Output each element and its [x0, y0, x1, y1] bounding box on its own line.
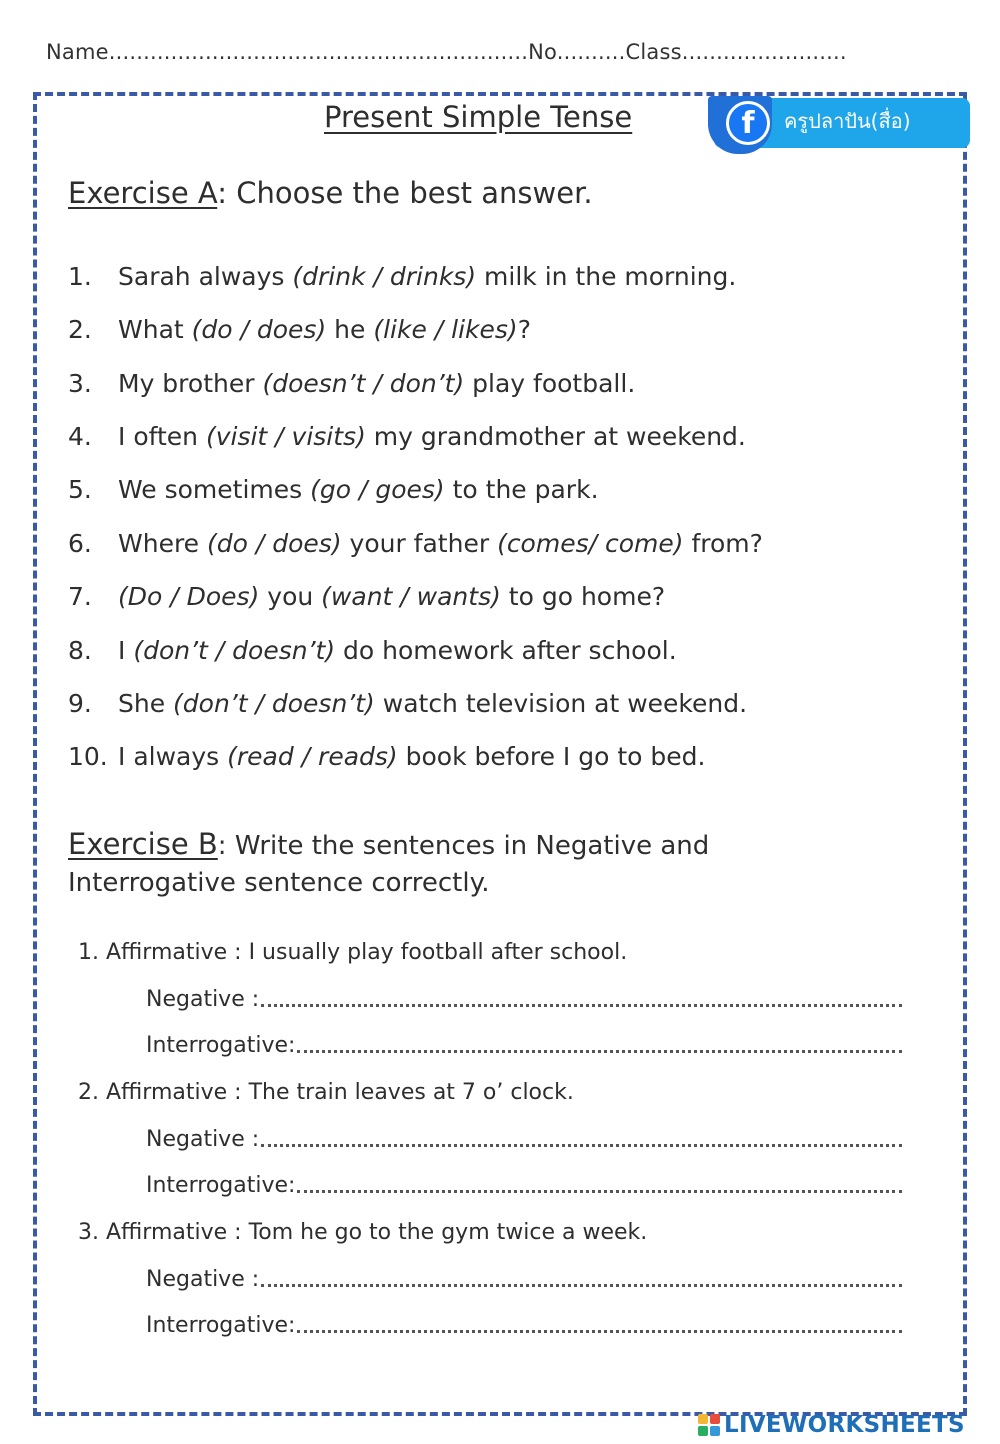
question-text: book before I go to bed. — [397, 742, 706, 771]
question-text: I — [118, 636, 134, 665]
exercise-b-heading — [68, 826, 828, 902]
answer-choices: (do / does) — [191, 315, 327, 344]
question-text: you — [259, 582, 322, 611]
answer-choices: (doesn’t / don’t) — [262, 369, 465, 398]
question-text: Where — [118, 529, 208, 558]
question-text: ? — [517, 315, 531, 344]
interrogative-label: Interrogative: — [146, 1313, 296, 1338]
interrogative-answer-line-1[interactable] — [146, 1033, 902, 1058]
answer-dotted-line[interactable] — [261, 1267, 902, 1287]
question-text: We sometimes — [118, 475, 311, 504]
answer-choices: (do / does) — [207, 529, 342, 558]
facebook-icon: f — [726, 101, 770, 145]
negative-label: Negative : — [146, 1127, 260, 1152]
exercise-a-instruction: : Choose the best answer. — [217, 176, 593, 210]
logo-square — [710, 1414, 720, 1424]
question-text: he — [326, 315, 374, 344]
liveworksheets-text: LIVEWORKSHEETS — [724, 1412, 965, 1438]
answer-choices: (Do / Does) — [118, 582, 260, 611]
logo-square — [698, 1426, 708, 1436]
answer-choices: (drink / drinks) — [292, 262, 477, 291]
question-2 — [68, 315, 531, 344]
interrogative-label: Interrogative: — [146, 1033, 296, 1058]
answer-choices: (like / likes) — [373, 315, 518, 344]
negative-answer-line-1[interactable] — [146, 987, 902, 1012]
question-text: What — [118, 315, 192, 344]
name-no-class-line: Name.............................................................No..........Class........................ — [46, 40, 847, 64]
exercise-a-heading — [68, 176, 593, 210]
logo-square — [710, 1426, 720, 1436]
answer-choices: (don’t / doesn’t) — [133, 636, 336, 665]
question-8 — [68, 636, 677, 665]
logo-square — [698, 1414, 708, 1424]
answer-dotted-line[interactable] — [261, 987, 902, 1007]
question-1 — [68, 262, 736, 291]
question-text: Sarah always — [118, 262, 293, 291]
question-text: to the park. — [444, 475, 599, 504]
exercise-b-instruction: : Write the sentences in Negative and Interrogative sentence correctly. — [68, 831, 710, 898]
answer-dotted-line[interactable] — [297, 1313, 902, 1333]
negative-label: Negative : — [146, 1267, 260, 1292]
interrogative-answer-line-2[interactable] — [146, 1173, 902, 1198]
question-text: play football. — [464, 369, 636, 398]
question-number: 8. — [68, 636, 92, 665]
answer-dotted-line[interactable] — [297, 1033, 902, 1053]
exercise-b-label: Exercise B — [68, 827, 218, 861]
worksheet-title: Present Simple Tense — [324, 100, 633, 134]
interrogative-label: Interrogative: — [146, 1173, 296, 1198]
negative-label: Negative : — [146, 987, 260, 1012]
answer-choices: (want / wants) — [321, 582, 501, 611]
answer-dotted-line[interactable] — [297, 1173, 902, 1193]
question-text: My brother — [118, 369, 263, 398]
question-number: 7. — [68, 582, 92, 611]
question-number: 2. — [68, 315, 92, 344]
liveworksheets-watermark — [698, 1410, 965, 1440]
exercise-a-label: Exercise A — [68, 176, 218, 210]
question-number: 6. — [68, 529, 92, 558]
negative-answer-line-3[interactable] — [146, 1267, 902, 1292]
question-number: 3. — [68, 369, 92, 398]
answer-dotted-line[interactable] — [261, 1127, 902, 1147]
question-text: your father — [341, 529, 498, 558]
negative-answer-line-2[interactable] — [146, 1127, 902, 1152]
affirmative-sentence-1: 1. Affirmative : I usually play football after school. — [78, 940, 628, 965]
question-text: milk in the morning. — [476, 262, 737, 291]
answer-choices: (read / reads) — [227, 742, 398, 771]
facebook-badge-text: ครูปลาปัน(สื่อ) — [784, 109, 911, 133]
question-5 — [68, 475, 599, 504]
affirmative-sentence-3: 3. Affirmative : Tom he go to the gym twice a week. — [78, 1220, 648, 1245]
question-text: do homework after school. — [335, 636, 677, 665]
question-text: I always — [118, 742, 228, 771]
question-6 — [68, 529, 763, 558]
question-number: 1. — [68, 262, 92, 291]
question-number: 9. — [68, 689, 92, 718]
question-number: 4. — [68, 422, 92, 451]
question-text: watch television at weekend. — [374, 689, 748, 718]
question-text: to go home? — [500, 582, 666, 611]
answer-choices: (visit / visits) — [205, 422, 366, 451]
question-10 — [68, 742, 705, 771]
question-4 — [68, 422, 746, 451]
question-text: She — [118, 689, 174, 718]
question-text: from? — [683, 529, 763, 558]
question-number: 10. — [68, 742, 108, 771]
liveworksheets-logo-icon — [698, 1414, 720, 1436]
question-3 — [68, 369, 635, 398]
interrogative-answer-line-3[interactable] — [146, 1313, 902, 1338]
question-9 — [68, 689, 747, 718]
answer-choices: (comes/ come) — [497, 529, 684, 558]
question-text: I often — [118, 422, 206, 451]
question-number: 5. — [68, 475, 92, 504]
answer-choices: (don’t / doesn’t) — [173, 689, 375, 718]
affirmative-sentence-2: 2. Affirmative : The train leaves at 7 o’ clock. — [78, 1080, 574, 1105]
question-text: my grandmother at weekend. — [365, 422, 746, 451]
answer-choices: (go / goes) — [310, 475, 445, 504]
question-7 — [68, 582, 665, 611]
